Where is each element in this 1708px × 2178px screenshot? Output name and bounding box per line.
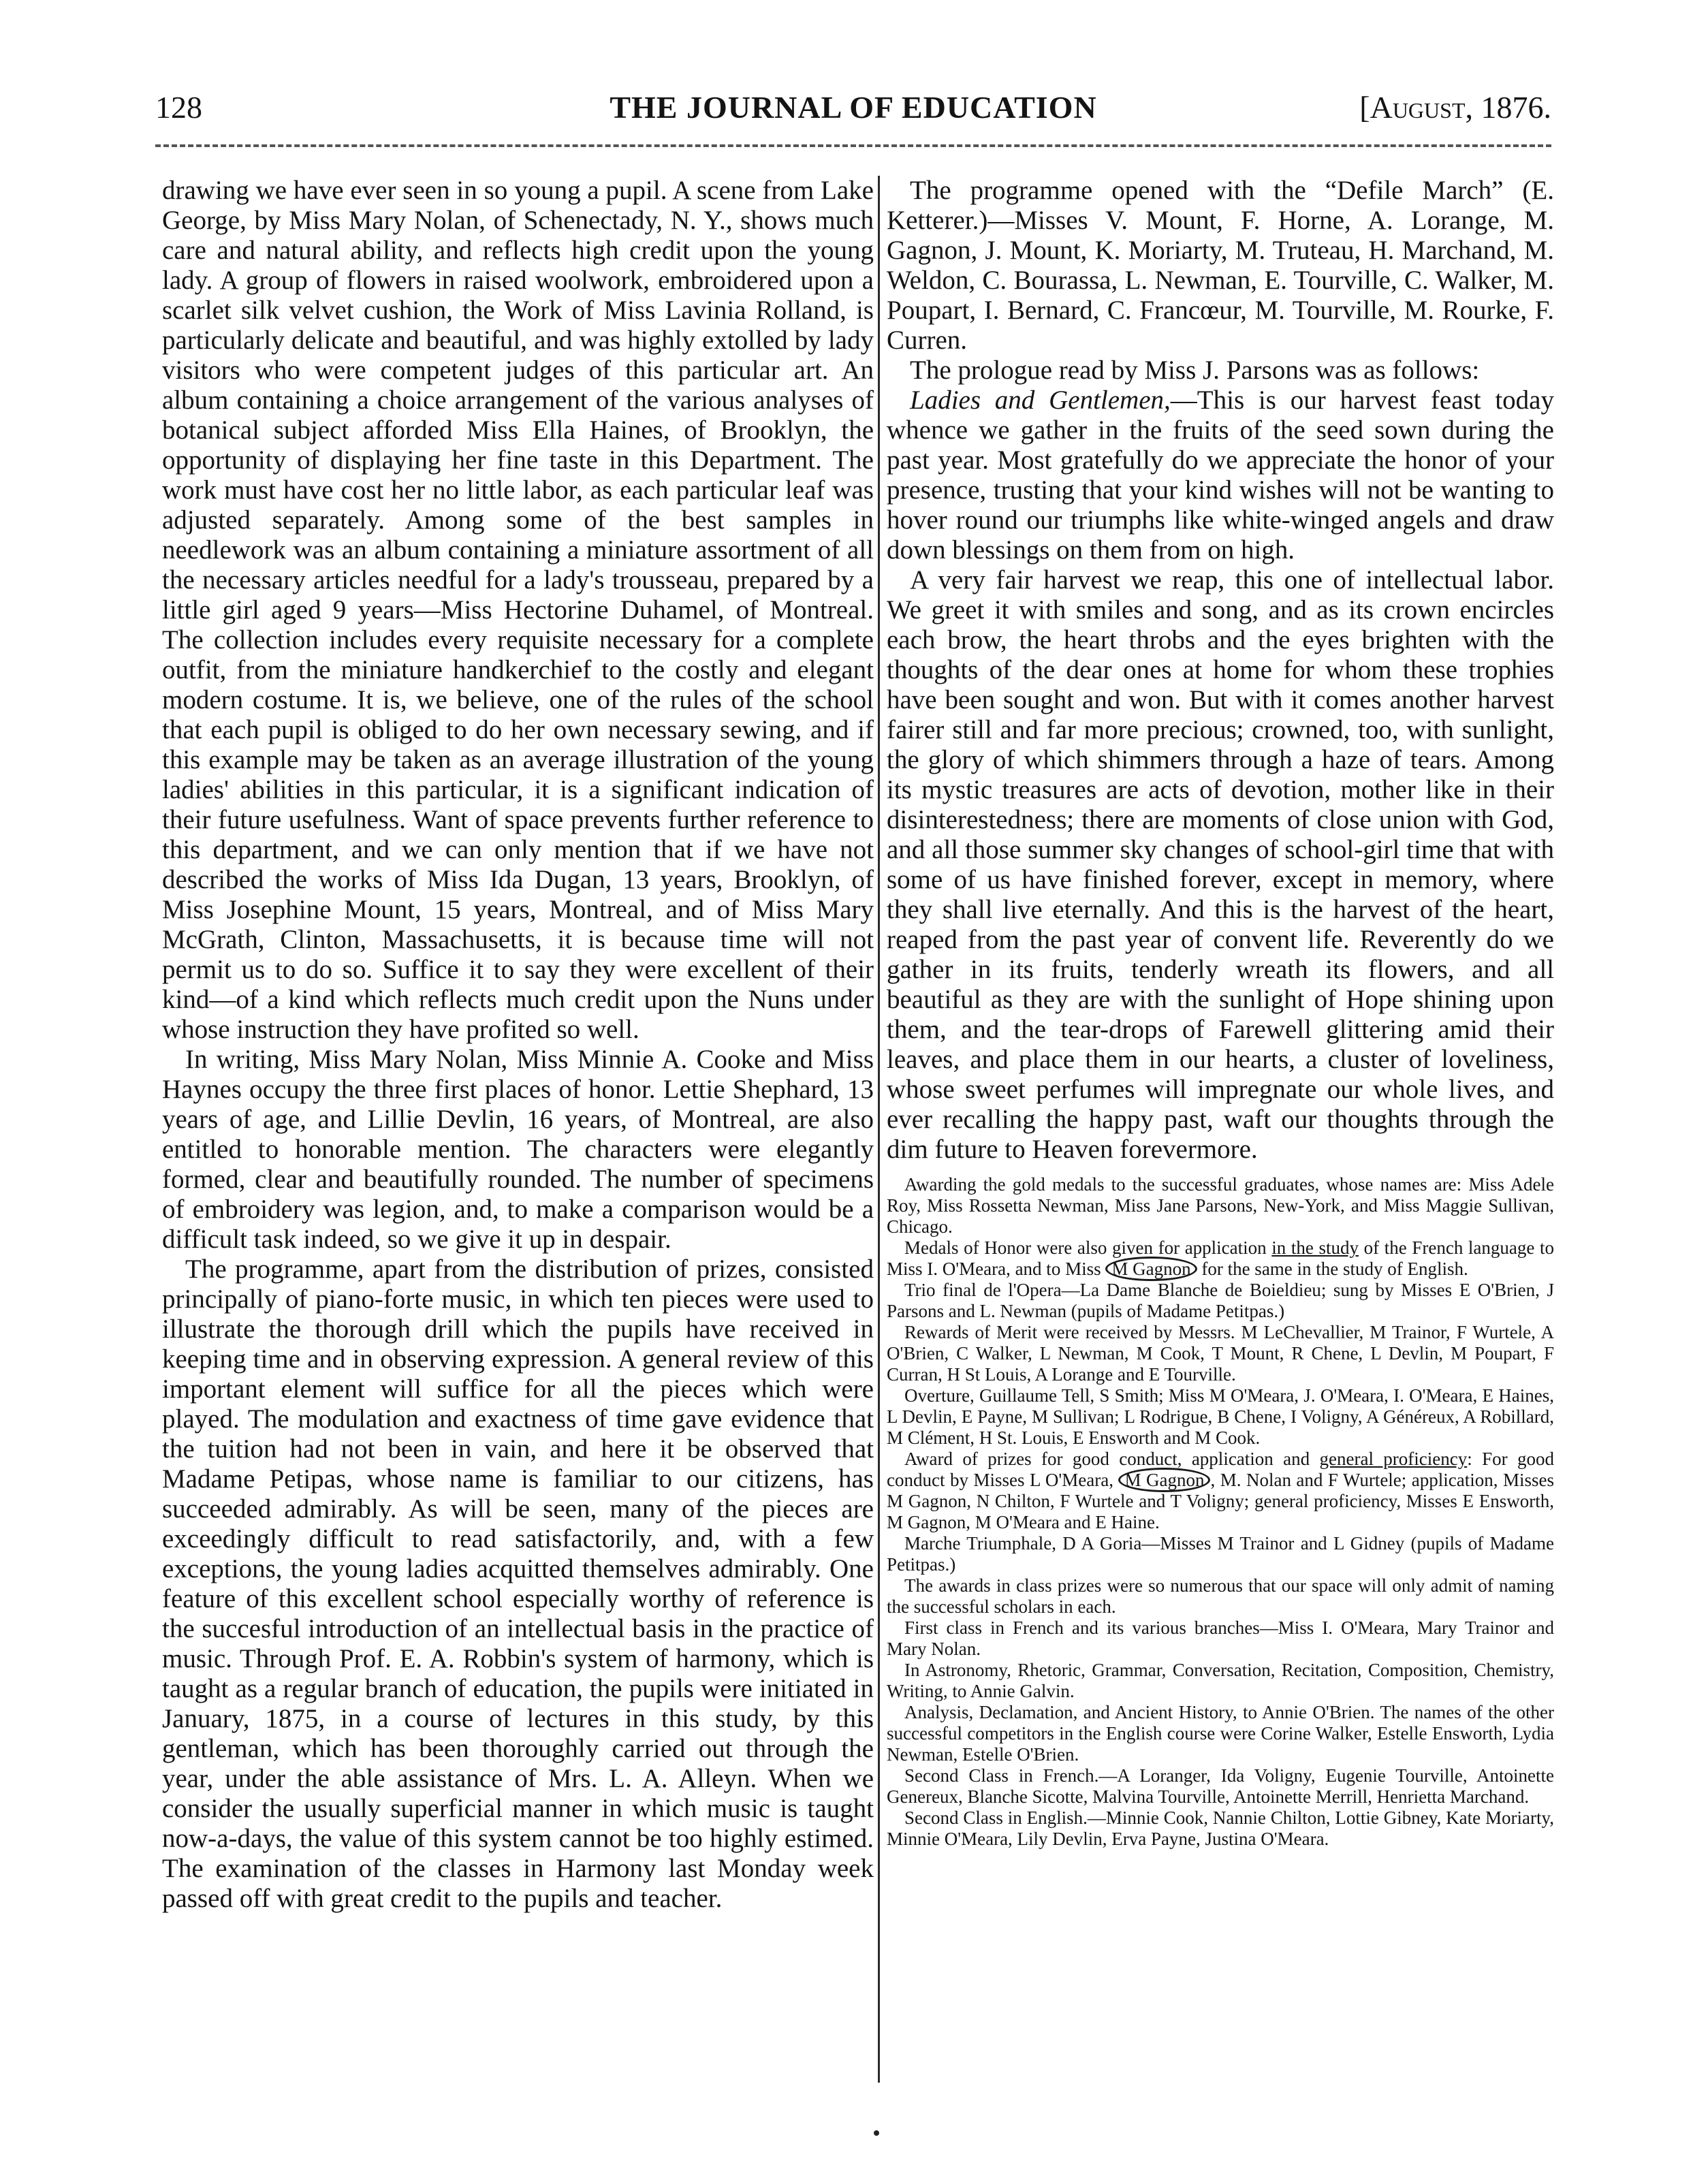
note-text: Medals of Honor were also given for application: [904, 1237, 1272, 1258]
prologue-text: —This is our harvest feast today whence we gather in the fruits of the seed sown during the past year. Most gratefully do we appreciate the honor of your presence, trusting that your kind wishes will not be wanting to hover round our triumphs like white-winged angels and draw down blessings on them from on high.: [887, 385, 1554, 565]
note-trio-final: Trio final de l'Opera—La Dame Blanche de Boieldieu; sung by Misses E O'Brien, J Parsons and L. Newman (pupils of Madame Petitpas.): [887, 1280, 1554, 1321]
awards-notes: [887, 1174, 1554, 1850]
page-mark: [874, 2130, 879, 2136]
left-paragraph-2: In writing, Miss Mary Nolan, Miss Minnie A. Cooke and Miss Haynes occupy the three first places of honor. Lettie Shephard, 13 years of age, and Lillie Devlin, 16 years, of Montreal, are also entitled to honorable mention. The characters were elegantly formed, clear and beautifully rounded. The number of specimens of embroidery was legion, and, to make a comparison would be a difficult task indeed, so we give it up in despair.: [162, 1045, 874, 1254]
note-text: : For good conduct by Misses L O'Meara,: [887, 1449, 1554, 1490]
prologue-paragraph: [887, 385, 1554, 565]
note-medals-of-honor: [887, 1237, 1554, 1280]
prologue-salutation: Ladies and Gentlemen,: [910, 385, 1171, 415]
note-text: Award of prizes for good conduct, application and: [904, 1449, 1320, 1469]
note-second-class-english: Second Class in English.—Minnie Cook, Nannie Chilton, Lottie Gibney, Kate Moriarty, Minnie O'Meara, Lily Devlin, Erva Payne, Justina O'Meara.: [887, 1808, 1554, 1849]
circled-name: M Gagnon: [1105, 1257, 1197, 1281]
page-number: 128: [155, 90, 202, 125]
underlined-text: in the study: [1271, 1237, 1359, 1258]
note-first-class-french: First class in French and its various branches—Miss I. O'Meara, Mary Trainor and Mary Nolan.: [887, 1617, 1554, 1659]
left-paragraph-3: The programme, apart from the distribution of prizes, consisted principally of piano-forte music, in which ten pieces were used to illustrate the thorough drill which the pupils have received in keeping time and in observing expression. A general review of this important element will suffice for all the pieces which were played. The modulation and exactness of time gave evidence that the tuition had not been in vain, and here it be observed that Madame Petipas, whose name is familiar to our citizens, has succeeded admirably. As will be seen, many of the pieces are exceedingly difficult to read satisfactorily, and, with a few exceptions, the young ladies acquitted themselves admirably. One feature of this excellent school especially worthy of reference is the succesful introduction of an intellectual basis in the practice of music. Through Prof. E. A. Robbin's system of harmony, which is taught as a regular branch of education, the pupils were initiated in January, 1875, in a course of lectures in this study, by this gentleman, which has been thoroughly carried out through the year, under the able assistance of Mrs. L. A. Alleyn. When we consider the usually superficial manner in which music is taught now-a-days, the value of this system cannot be too highly estimed. The examination of the classes in Harmony last Monday week passed off with great credit to the pupils and teacher.: [162, 1254, 874, 1913]
issue-date: [August, 1876.: [1359, 90, 1551, 125]
left-column: [162, 176, 874, 1914]
note-rewards-of-merit: Rewards of Merit were received by Messrs. M LeChevallier, M Trainor, F Wurtele, A O'Brien, C Walker, L Newman, M Cook, T Mount, R Chene, L Devlin, M Poupart, F Curran, H St Louis, A Lorange and E Tourville.: [887, 1322, 1554, 1385]
note-text: of the French language to Miss I. O'Meara, and to Miss: [887, 1237, 1555, 1279]
note-astronomy: In Astronomy, Rhetoric, Grammar, Conversation, Recitation, Composition, Chemistry, Writing, to Annie Galvin.: [887, 1660, 1554, 1701]
note-analysis: Analysis, Declamation, and Ancient History, to Annie O'Brien. The names of the other successful competitors in the English course were Corine Walker, Estelle Ensworth, Lydia Newman, Estelle O'Brien.: [887, 1702, 1554, 1765]
note-text: , M. Nolan and F Wurtele; application, Misses M Gagnon, N Chilton, F Wurtele and T Voligny; general proficiency, Misses E Ensworth, M Gagnon, M O'Meara and E Haine.: [887, 1470, 1554, 1532]
right-paragraph-1: The programme opened with the “Defile March” (E. Ketterer.)—Misses V. Mount, F. Horne, A. Lorange, M. Gagnon, J. Mount, K. Moriarty, M. Truteau, H. Marchand, M. Weldon, C. Bourassa, L. Newman, E. Tourville, C. Walker, M. Poupart, I. Bernard, C. Francœur, M. Tourville, M. Rourke, F. Curren.: [887, 176, 1554, 355]
note-marche-triumphale: Marche Triumphale, D A Goria—Misses M Trainor and L Gidney (pupils of Madame Petitpas.): [887, 1533, 1554, 1575]
right-paragraph-4: A very fair harvest we reap, this one of intellectual labor. We greet it with smiles and song, and as its crown encircles each brow, the heart throbs and the eyes brighten with the thoughts of the dear ones at home for whom these trophies have been sought and won. But with it comes another harvest fairer still and far more precious; crowned, too, with sunlight, the glory of which shimmers through a haze of tears. Among its mystic treasures are acts of devotion, mother like in their disinterestedness; there are moments of close union with God, and all those summer sky changes of school-girl time that with some of us have finished forever, except in memory, where they shall live eternally. And this is the harvest of the heart, reaped from the past year of convent life. Reverently do we gather in its fruits, tenderly wreath its flowers, and all beautiful as they are with the sunlight of Hope shining upon them, and the tear-drops of Farewell glittering amid their leaves, and place them in our hearts, a cluster of loveliness, whose sweet perfumes will impregnate our whole lives, and ever recalling the happy past, waft our thoughts through the dim future to Heaven forevermore.: [887, 565, 1554, 1164]
underlined-text: general proficiency: [1319, 1449, 1468, 1469]
column-divider: [878, 176, 880, 2083]
journal-title: THE JOURNAL OF EDUCATION: [610, 90, 1097, 125]
page-header: [155, 87, 1551, 135]
right-paragraph-2: The prologue read by Miss J. Parsons was as follows:: [910, 356, 1480, 385]
note-overture: Overture, Guillaume Tell, S Smith; Miss M O'Meara, J. O'Meara, I. O'Meara, E Haines, L Devlin, E Payne, M Sullivan; L Rodrigue, B Chene, I Voligny, A Généreux, A Robillard, M Clément, H St. Louis, E Ensworth and M Cook.: [887, 1385, 1554, 1448]
note-award-of-prizes: [887, 1449, 1554, 1533]
circled-name: M Gagnon: [1118, 1468, 1210, 1492]
note-class-prizes: The awards in class prizes were so numerous that our space will only admit of naming the successful scholars in each.: [887, 1575, 1554, 1617]
left-paragraph-1: drawing we have ever seen in so young a pupil. A scene from Lake George, by Miss Mary Nolan, of Schenectady, N. Y., shows much care and natural ability, and reflects high credit upon the young lady. A group of flowers in raised woolwork, embroidered upon a scarlet silk velvet cushion, the Work of Miss Lavinia Rolland, is particularly delicate and beautiful, and was highly extolled by lady visitors who were competent judges of this particular art. An album containing a choice arrangement of the various analyses of botanical subject afforded Miss Ella Haines, of Brooklyn, the opportunity of displaying her fine taste in this Department. The work must have cost her no little labor, as each particular leaf was adjusted separately. Among some of the best samples in needlework was an album containing a miniature assortment of all the necessary articles needful for a lady's trousseau, prepared by a little girl aged 9 years—Miss Hectorine Duhamel, of Montreal. The collection includes every requisite necessary for a complete outfit, from the miniature handkerchief to the costly and elegant modern costume. It is, we believe, one of the rules of the school that each pupil is obliged to do her own necessary sewing, and if this example may be taken as an average illustration of the young ladies' abilities in this particular, it is a significant indication of their future usefulness. Want of space prevents further reference to this department, and we can only mention that if we have not described the works of Miss Ida Dugan, 13 years, Brooklyn, of Miss Josephine Mount, 15 years, Montreal, and of Miss Mary McGrath, Clinton, Massachusetts, it is because time will not permit us to do so. Suffice it to say they were excellent of their kind—of a kind which reflects much credit upon the Nuns under whose instruction they have profited so well.: [162, 176, 874, 1044]
note-second-class-french: Second Class in French.—A Loranger, Ida Voligny, Eugenie Tourville, Antoinette Genereux, Blanche Sicotte, Malvina Tourville, Antoinette Merrill, Henrietta Marchand.: [887, 1765, 1554, 1807]
header-rule: [155, 144, 1551, 147]
note-text: for the same in the study of English.: [1197, 1259, 1468, 1279]
note-gold-medals: Awarding the gold medals to the successful graduates, whose names are: Miss Adele Roy, Miss Rossetta Newman, Miss Jane Parsons, New-York, and Miss Maggie Sullivan, Chicago.: [887, 1174, 1554, 1237]
right-column: [887, 176, 1554, 1850]
